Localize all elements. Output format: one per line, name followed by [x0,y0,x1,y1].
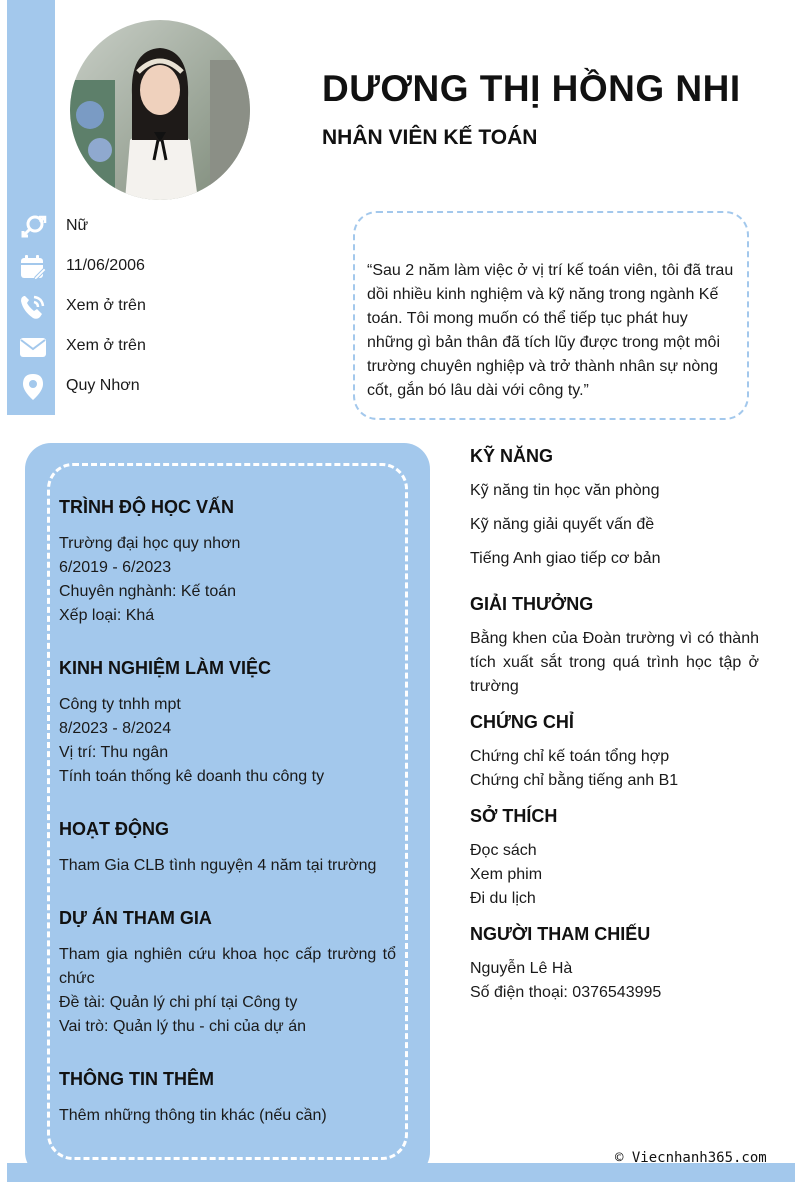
skill-item: Kỹ năng giải quyết vấn đề [470,516,655,533]
projects-description: Tham gia nghiên cứu khoa học cấp trường tổ chức [59,946,396,987]
hobbies-title: SỞ THÍCH [470,806,558,826]
education-line: 6/2019 - 6/2023 [59,559,172,576]
info-row-phone [0,287,330,327]
location-value: Quy Nhơn [66,377,140,394]
education-line: Trường đại học quy nhơn [59,535,241,552]
location-icon [19,373,47,401]
hobby-item: Xem phim [470,866,543,883]
job-title: NHÂN VIÊN KẾ TOÁN [322,126,538,149]
additional-title: THÔNG TIN THÊM [59,1069,214,1089]
email-value: Xem ở trên [66,337,146,354]
gender-value: Nữ [66,217,89,234]
skill-item: Tiếng Anh giao tiếp cơ bản [470,550,661,567]
footer-credit: © Viecnhanh365.com [615,1150,767,1166]
projects-line: Vai trò: Quản lý thu - chi của dự án [59,1018,306,1035]
avatar [70,20,250,200]
experience-line: Tính toán thống kê doanh thu công ty [59,768,325,785]
birthday-value: 11/06/2006 [66,257,145,274]
skill-item: Kỹ năng tin học văn phòng [470,482,660,499]
additional-line: Thêm những thông tin khác (nếu cần) [59,1107,327,1124]
calendar-icon [19,253,47,281]
reference-title: NGƯỜI THAM CHIẾU [470,924,651,944]
awards-title: GIẢI THƯỞNG [470,594,594,614]
gender-icon [19,213,47,241]
experience-line: Vị trí: Thu ngân [59,744,169,761]
hobby-item: Đọc sách [470,842,537,859]
projects-line: Đề tài: Quản lý chi phí tại Công ty [59,994,298,1011]
certificate-item: Chứng chỉ bằng tiếng anh B1 [470,772,679,789]
education-line: Xếp loại: Khá [59,607,155,624]
education-title: TRÌNH ĐỘ HỌC VẤN [59,497,234,517]
certificates-title: CHỨNG CHỈ [470,712,574,732]
reference-line: Số điện thoại: 0376543995 [470,984,662,1001]
info-row-birthday [0,247,330,287]
experience-title: KINH NGHIỆM LÀM VIỆC [59,658,272,678]
education-line: Chuyên nghành: Kế toán [59,583,237,600]
info-row-location [0,367,330,407]
career-objective: “Sau 2 năm làm việc ở vị trí kế toán viên, tôi đã trau dồi nhiều kinh nghiệm và kỹ năng trong ngành Kế toán. Tôi mong muốn có thể tiếp tục phát huy những gì bản thân đã tích lũy được trong một môi trường chuyên nghiệp và trở thành nhân sự nòng cốt, gắn bó lâu dài với công ty.” [353,211,749,420]
experience-line: 8/2023 - 8/2024 [59,720,172,737]
reference-line: Nguyễn Lê Hà [470,960,573,977]
skills-title: KỸ NĂNG [470,446,554,466]
experience-line: Công ty tnhh mpt [59,696,181,713]
email-icon [19,333,47,361]
activities-title: HOẠT ĐỘNG [59,819,169,839]
hobby-item: Đi du lịch [470,890,536,907]
info-row-gender [0,207,330,247]
phone-icon [19,293,47,321]
candidate-name: DƯƠNG THỊ HỒNG NHI [322,68,741,109]
certificate-item: Chứng chỉ kế toán tổng hợp [470,748,670,765]
projects-title: DỰ ÁN THAM GIA [59,908,212,928]
activities-line: Tham Gia CLB tình nguyện 4 năm tại trường [59,857,377,874]
info-row-email [0,327,330,367]
phone-value: Xem ở trên [66,297,146,314]
awards-text: Bằng khen của Đoàn trường vì có thành tích xuất sắt trong quá trình học tập ở trường [470,630,759,695]
